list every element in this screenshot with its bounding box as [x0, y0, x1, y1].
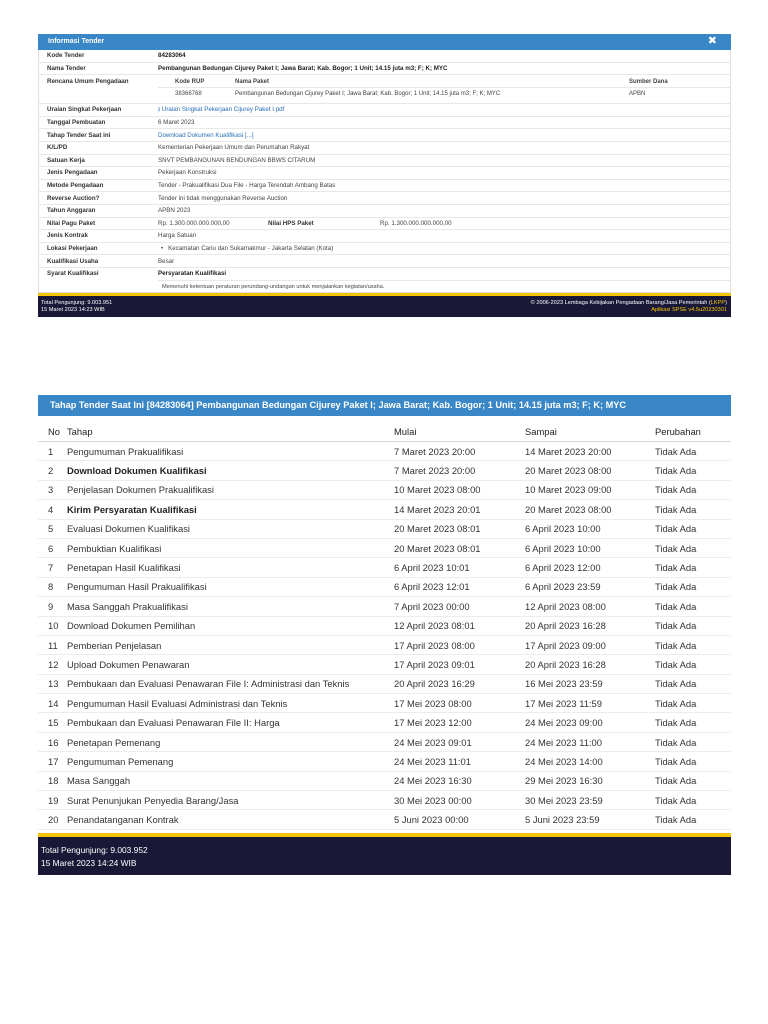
- kualifikasi-usaha-value: Besar: [158, 257, 175, 265]
- table-row: [38, 713, 731, 732]
- field-label: Jenis Pengadaan: [47, 169, 98, 177]
- row-number: 12: [38, 655, 67, 674]
- row-tahap: Pembukaan dan Evaluasi Penawaran File I: Administrasi dan Teknis: [67, 674, 394, 693]
- row-perubahan: Tidak Ada: [655, 791, 731, 810]
- row-perubahan: Tidak Ada: [655, 752, 731, 771]
- field-label: Satuan Kerja: [47, 156, 85, 164]
- row-perubahan: Tidak Ada: [655, 519, 731, 538]
- panel1-footer: [38, 293, 731, 317]
- table-row: [38, 616, 731, 635]
- copyright-main: © 2006-2023 Lembaga Kebijakan Pengadaan Barang/Jasa Pemerintah (: [530, 299, 711, 306]
- nilai-pair: [158, 220, 730, 227]
- row-mulai: 17 April 2023 08:00: [394, 635, 525, 654]
- row-tahap: Penetapan Hasil Kualifikasi: [67, 558, 394, 577]
- row-sampai: 24 Mei 2023 14:00: [525, 752, 655, 771]
- table-row: [38, 752, 731, 771]
- row-perubahan: Tidak Ada: [655, 674, 731, 693]
- row-number: 5: [38, 519, 67, 538]
- col-mulai: Mulai: [394, 422, 525, 442]
- row-perubahan: Tidak Ada: [655, 500, 731, 519]
- row-tahap: Masa Sanggah Prakualifikasi: [67, 597, 394, 616]
- row-tahap: Pengumuman Hasil Prakualifikasi: [67, 577, 394, 596]
- row-sampai: 20 Maret 2023 08:00: [525, 500, 655, 519]
- row-number: 1: [38, 442, 67, 461]
- row-tahap: Pengumuman Pemenang: [67, 752, 394, 771]
- informasi-tender-header: [38, 34, 731, 50]
- row-tahap: Penetapan Pemenang: [67, 732, 394, 751]
- nilai-pagu-value: Rp. 1.300.000.000.000,00: [158, 219, 230, 227]
- row-number: 18: [38, 771, 67, 790]
- row-jenis-kontrak: [39, 230, 730, 243]
- footer-left: [41, 844, 148, 870]
- table-row: [38, 577, 731, 596]
- panel-title: Informasi Tender: [48, 38, 105, 45]
- kode-tender-value: 84283064: [158, 52, 186, 60]
- row-tahap: Upload Dokumen Penawaran: [67, 655, 394, 674]
- row-number: 3: [38, 480, 67, 499]
- field-label: Kualifikasi Usaha: [47, 257, 99, 265]
- tanggal-value: 6 Maret 2023: [158, 119, 195, 127]
- row-mulai: 10 Maret 2023 08:00: [394, 480, 525, 499]
- rup-kode: 38366768: [175, 91, 202, 98]
- row-mulai: 7 Maret 2023 20:00: [394, 442, 525, 461]
- tahap-table: [38, 422, 731, 830]
- row-mulai: 17 Mei 2023 12:00: [394, 713, 525, 732]
- row-number: 6: [38, 538, 67, 557]
- field-label: Rencana Umum Pengadaan: [47, 78, 129, 86]
- footer-timestamp: 15 Maret 2023 14:23 WIB: [41, 306, 105, 313]
- field-label: Syarat Kualifikasi: [47, 269, 99, 277]
- field-label: Uraian Singkat Pekerjaan: [47, 106, 122, 114]
- metode-value: Tender - Prakualifikasi Dua File - Harga Terendah Ambang Batas: [158, 182, 336, 190]
- row-tahap: Pengumuman Prakualifikasi: [67, 442, 394, 461]
- row-perubahan: Tidak Ada: [655, 480, 731, 499]
- row-perubahan: Tidak Ada: [655, 597, 731, 616]
- row-tahap: Pemberian Penjelasan: [67, 635, 394, 654]
- row-tahap: Pembuktian Kualifikasi: [67, 538, 394, 557]
- copyright-end: ): [725, 299, 727, 306]
- nama-tender-value: Pembangunan Bedungan Cijurey Paket I; Jawa Barat; Kab. Bogor; 1 Unit; 14.15 juta m3; F; K; MYC: [158, 64, 448, 72]
- row-sampai: 29 Mei 2023 16:30: [525, 771, 655, 790]
- panel2-footer: [38, 833, 731, 875]
- row-sampai: 6 April 2023 12:00: [525, 558, 655, 577]
- row-number: 7: [38, 558, 67, 577]
- table-row: [38, 597, 731, 616]
- row-nilai-pagu: [39, 218, 730, 231]
- row-perubahan: Tidak Ada: [655, 558, 731, 577]
- row-mulai: 20 Maret 2023 08:01: [394, 519, 525, 538]
- row-metode: [39, 180, 730, 193]
- row-perubahan: Tidak Ada: [655, 577, 731, 596]
- table-row: [38, 810, 731, 829]
- row-number: 10: [38, 616, 67, 635]
- row-perubahan: Tidak Ada: [655, 694, 731, 713]
- tahun-anggaran-value: APBN 2023: [158, 207, 191, 215]
- row-sampai: 20 April 2023 16:28: [525, 616, 655, 635]
- field-label: K/L/PD: [47, 144, 68, 152]
- row-mulai: 17 Mei 2023 08:00: [394, 694, 525, 713]
- nilai-hps-value: Rp. 1.300.000.000.000,00: [380, 219, 452, 227]
- row-sampai: 5 Juni 2023 23:59: [525, 810, 655, 829]
- rup-table: [158, 77, 730, 100]
- app-version: Aplikasi SPSE v4.5u20230301: [651, 306, 727, 313]
- table-row: [38, 732, 731, 751]
- row-sampai: 6 April 2023 23:59: [525, 577, 655, 596]
- field-label: Metode Pengadaan: [47, 182, 104, 190]
- copyright-text: [531, 300, 727, 307]
- field-label: Nama Tender: [47, 64, 86, 72]
- row-rencana-umum: [39, 75, 730, 104]
- informasi-tender-body: [38, 50, 731, 293]
- row-uraian: [39, 104, 730, 117]
- visitor-count: Total Pengunjung: 9.003.951: [41, 299, 113, 306]
- field-label: Nilai Pagu Paket: [47, 219, 96, 227]
- row-number: 15: [38, 713, 67, 732]
- syarat-title: Persyaratan Kualifikasi: [158, 269, 227, 277]
- row-perubahan: Tidak Ada: [655, 616, 731, 635]
- footer-timestamp: 15 Maret 2023 14:24 WIB: [41, 857, 137, 868]
- field-label: Kode Tender: [47, 52, 85, 60]
- row-lokasi: [39, 243, 730, 256]
- tahap-table-body: [38, 442, 731, 830]
- table-row: [38, 674, 731, 693]
- row-perubahan: Tidak Ada: [655, 461, 731, 480]
- row-perubahan: Tidak Ada: [655, 655, 731, 674]
- table-row: [38, 442, 731, 461]
- row-number: 8: [38, 577, 67, 596]
- row-satuan-kerja: [39, 155, 730, 168]
- row-sampai: 20 Maret 2023 08:00: [525, 461, 655, 480]
- row-sampai: 6 April 2023 10:00: [525, 519, 655, 538]
- rup-nama: Pembangunan Bedungan Cijurey Paket I; Jawa Barat; Kab. Bogor; 1 Unit; 14.15 juta m3; F; K; MYC: [235, 91, 501, 98]
- rup-container: [158, 75, 730, 103]
- row-sampai: 20 April 2023 16:28: [525, 655, 655, 674]
- footer-right: [531, 300, 727, 314]
- syarat-container: [158, 268, 730, 292]
- field-label: Tahap Tender Saat ini: [47, 131, 111, 139]
- row-mulai: 17 April 2023 09:01: [394, 655, 525, 674]
- rup-sumber: APBN: [629, 91, 646, 98]
- jenis-kontrak-value: Harga Satuan: [158, 232, 197, 240]
- row-mulai: 7 Maret 2023 20:00: [394, 461, 525, 480]
- row-tahap: Evaluasi Dokumen Kualifikasi: [67, 519, 394, 538]
- row-klpd: [39, 142, 730, 155]
- row-sampai: 24 Mei 2023 09:00: [525, 713, 655, 732]
- row-number: 13: [38, 674, 67, 693]
- row-perubahan: Tidak Ada: [655, 732, 731, 751]
- tahap-tender-panel: [38, 395, 731, 875]
- row-sampai: 6 April 2023 10:00: [525, 538, 655, 557]
- row-perubahan: Tidak Ada: [655, 771, 731, 790]
- row-kode-tender: [39, 50, 730, 63]
- row-mulai: 14 Maret 2023 20:01: [394, 500, 525, 519]
- rup-col-sumber: Sumber Dana: [625, 77, 730, 88]
- satuan-kerja-value: SNVT PEMBANGUNAN BENDUNGAN BBWS CITARUM: [158, 156, 316, 164]
- table-row: [38, 635, 731, 654]
- table-row: [38, 655, 731, 674]
- row-mulai: 12 April 2023 08:01: [394, 616, 525, 635]
- row-sampai: 14 Maret 2023 20:00: [525, 442, 655, 461]
- row-tanggal: [39, 117, 730, 130]
- row-perubahan: Tidak Ada: [655, 713, 731, 732]
- lokasi-value: • Kecamatan Cariu dan Sukamakmur - Jakarta Selatan (Kota): [158, 245, 730, 252]
- row-mulai: 24 Mei 2023 16:30: [394, 771, 525, 790]
- field-label: Reverse Auction?: [47, 194, 100, 202]
- field-label: Tanggal Pembuatan: [47, 119, 106, 127]
- col-no: No: [38, 422, 67, 442]
- rup-col-nama: Nama Paket: [231, 77, 625, 88]
- row-perubahan: Tidak Ada: [655, 810, 731, 829]
- row-number: 19: [38, 791, 67, 810]
- row-tahap: [39, 129, 730, 142]
- row-tahap: Download Dokumen Kualifikasi: [67, 461, 394, 480]
- row-number: 16: [38, 732, 67, 751]
- uraian-download-link[interactable]: ⭳ Uraian Singkat Pekerjaan Cijurey Paket I.pdf: [158, 106, 285, 114]
- row-mulai: 6 April 2023 10:01: [394, 558, 525, 577]
- tahap-link[interactable]: Download Dokumen Kualifikasi [...]: [158, 131, 254, 139]
- row-mulai: 24 Mei 2023 11:01: [394, 752, 525, 771]
- syarat-note: Memenuhi ketentuan peraturan perundang-undangan untuk menjalankan kegiatan/usaha.: [158, 280, 730, 292]
- row-sampai: 12 April 2023 08:00: [525, 597, 655, 616]
- row-sampai: 17 Mei 2023 11:59: [525, 694, 655, 713]
- row-sampai: 17 April 2023 09:00: [525, 635, 655, 654]
- row-number: 14: [38, 694, 67, 713]
- col-sampai: Sampai: [525, 422, 655, 442]
- table-header-row: [38, 422, 731, 442]
- rup-col-kode: Kode RUP: [158, 77, 231, 88]
- row-mulai: 24 Mei 2023 09:01: [394, 732, 525, 751]
- row-reverse-auction: [39, 192, 730, 205]
- row-sampai: 30 Mei 2023 23:59: [525, 791, 655, 810]
- row-number: 20: [38, 810, 67, 829]
- table-row: [38, 771, 731, 790]
- footer-left: [41, 300, 112, 314]
- field-label: Jenis Kontrak: [47, 232, 88, 240]
- row-perubahan: Tidak Ada: [655, 442, 731, 461]
- hps-label: Nilai HPS Paket: [268, 219, 314, 227]
- row-mulai: 20 Maret 2023 08:01: [394, 538, 525, 557]
- row-mulai: 30 Mei 2023 00:00: [394, 791, 525, 810]
- row-tahap: Download Dokumen Pemilihan: [67, 616, 394, 635]
- row-kualifikasi-usaha: [39, 255, 730, 268]
- table-row: [38, 500, 731, 519]
- row-mulai: 6 April 2023 12:01: [394, 577, 525, 596]
- close-icon[interactable]: ✖: [707, 35, 717, 47]
- row-tahap: Penjelasan Dokumen Prakualifikasi: [67, 480, 394, 499]
- row-tahap: Penandatanganan Kontrak: [67, 810, 394, 829]
- jenis-pengadaan-value: Pekerjaan Konstruksi: [158, 169, 217, 177]
- row-mulai: 20 April 2023 16:29: [394, 674, 525, 693]
- row-tahap: Surat Penunjukan Penyedia Barang/Jasa: [67, 791, 394, 810]
- table-row: [38, 461, 731, 480]
- row-mulai: 5 Juni 2023 00:00: [394, 810, 525, 829]
- row-tahap: Pembukaan dan Evaluasi Penawaran File II: Harga: [67, 713, 394, 732]
- table-row: [38, 694, 731, 713]
- row-tahap: Pengumuman Hasil Evaluasi Administrasi dan Teknis: [67, 694, 394, 713]
- table-row: [38, 519, 731, 538]
- row-tahap: Kirim Persyaratan Kualifikasi: [67, 500, 394, 519]
- col-perubahan: Perubahan: [655, 422, 731, 442]
- col-tahap: Tahap: [67, 422, 394, 442]
- row-jenis-pengadaan: [39, 167, 730, 180]
- row-number: 17: [38, 752, 67, 771]
- visitor-count: Total Pengunjung: 9.003.952: [41, 844, 148, 855]
- reverse-auction-value: Tender ini tidak menggunakan Reverse Auction: [158, 194, 288, 202]
- field-label: Lokasi Pekerjaan: [47, 245, 98, 253]
- row-syarat: [39, 268, 730, 292]
- row-nama-tender: [39, 63, 730, 76]
- row-number: 4: [38, 500, 67, 519]
- row-number: 11: [38, 635, 67, 654]
- informasi-tender-panel: [38, 34, 731, 317]
- row-sampai: 24 Mei 2023 11:00: [525, 732, 655, 751]
- row-number: 2: [38, 461, 67, 480]
- row-sampai: 10 Maret 2023 09:00: [525, 480, 655, 499]
- row-sampai: 16 Mei 2023 23:59: [525, 674, 655, 693]
- tahap-tender-header: Tahap Tender Saat Ini [84283064] Pembangunan Bedungan Cijurey Paket I; Jawa Barat; Kab. Bogor; 1 Unit; 14.15 juta m3; F; K; MYC: [38, 395, 731, 416]
- row-mulai: 7 April 2023 00:00: [394, 597, 525, 616]
- table-row: [38, 791, 731, 810]
- row-number: 9: [38, 597, 67, 616]
- lkpp-link[interactable]: LKPP: [710, 299, 726, 306]
- rup-row: [158, 88, 730, 101]
- table-row: [38, 558, 731, 577]
- table-row: [38, 538, 731, 557]
- field-label: Tahun Anggaran: [47, 207, 96, 215]
- table-row: [38, 480, 731, 499]
- row-tahun-anggaran: [39, 205, 730, 218]
- row-perubahan: Tidak Ada: [655, 538, 731, 557]
- row-perubahan: Tidak Ada: [655, 635, 731, 654]
- row-tahap: Masa Sanggah: [67, 771, 394, 790]
- klpd-value: Kementerian Pekerjaan Umum dan Perumahan Rakyat: [158, 144, 310, 152]
